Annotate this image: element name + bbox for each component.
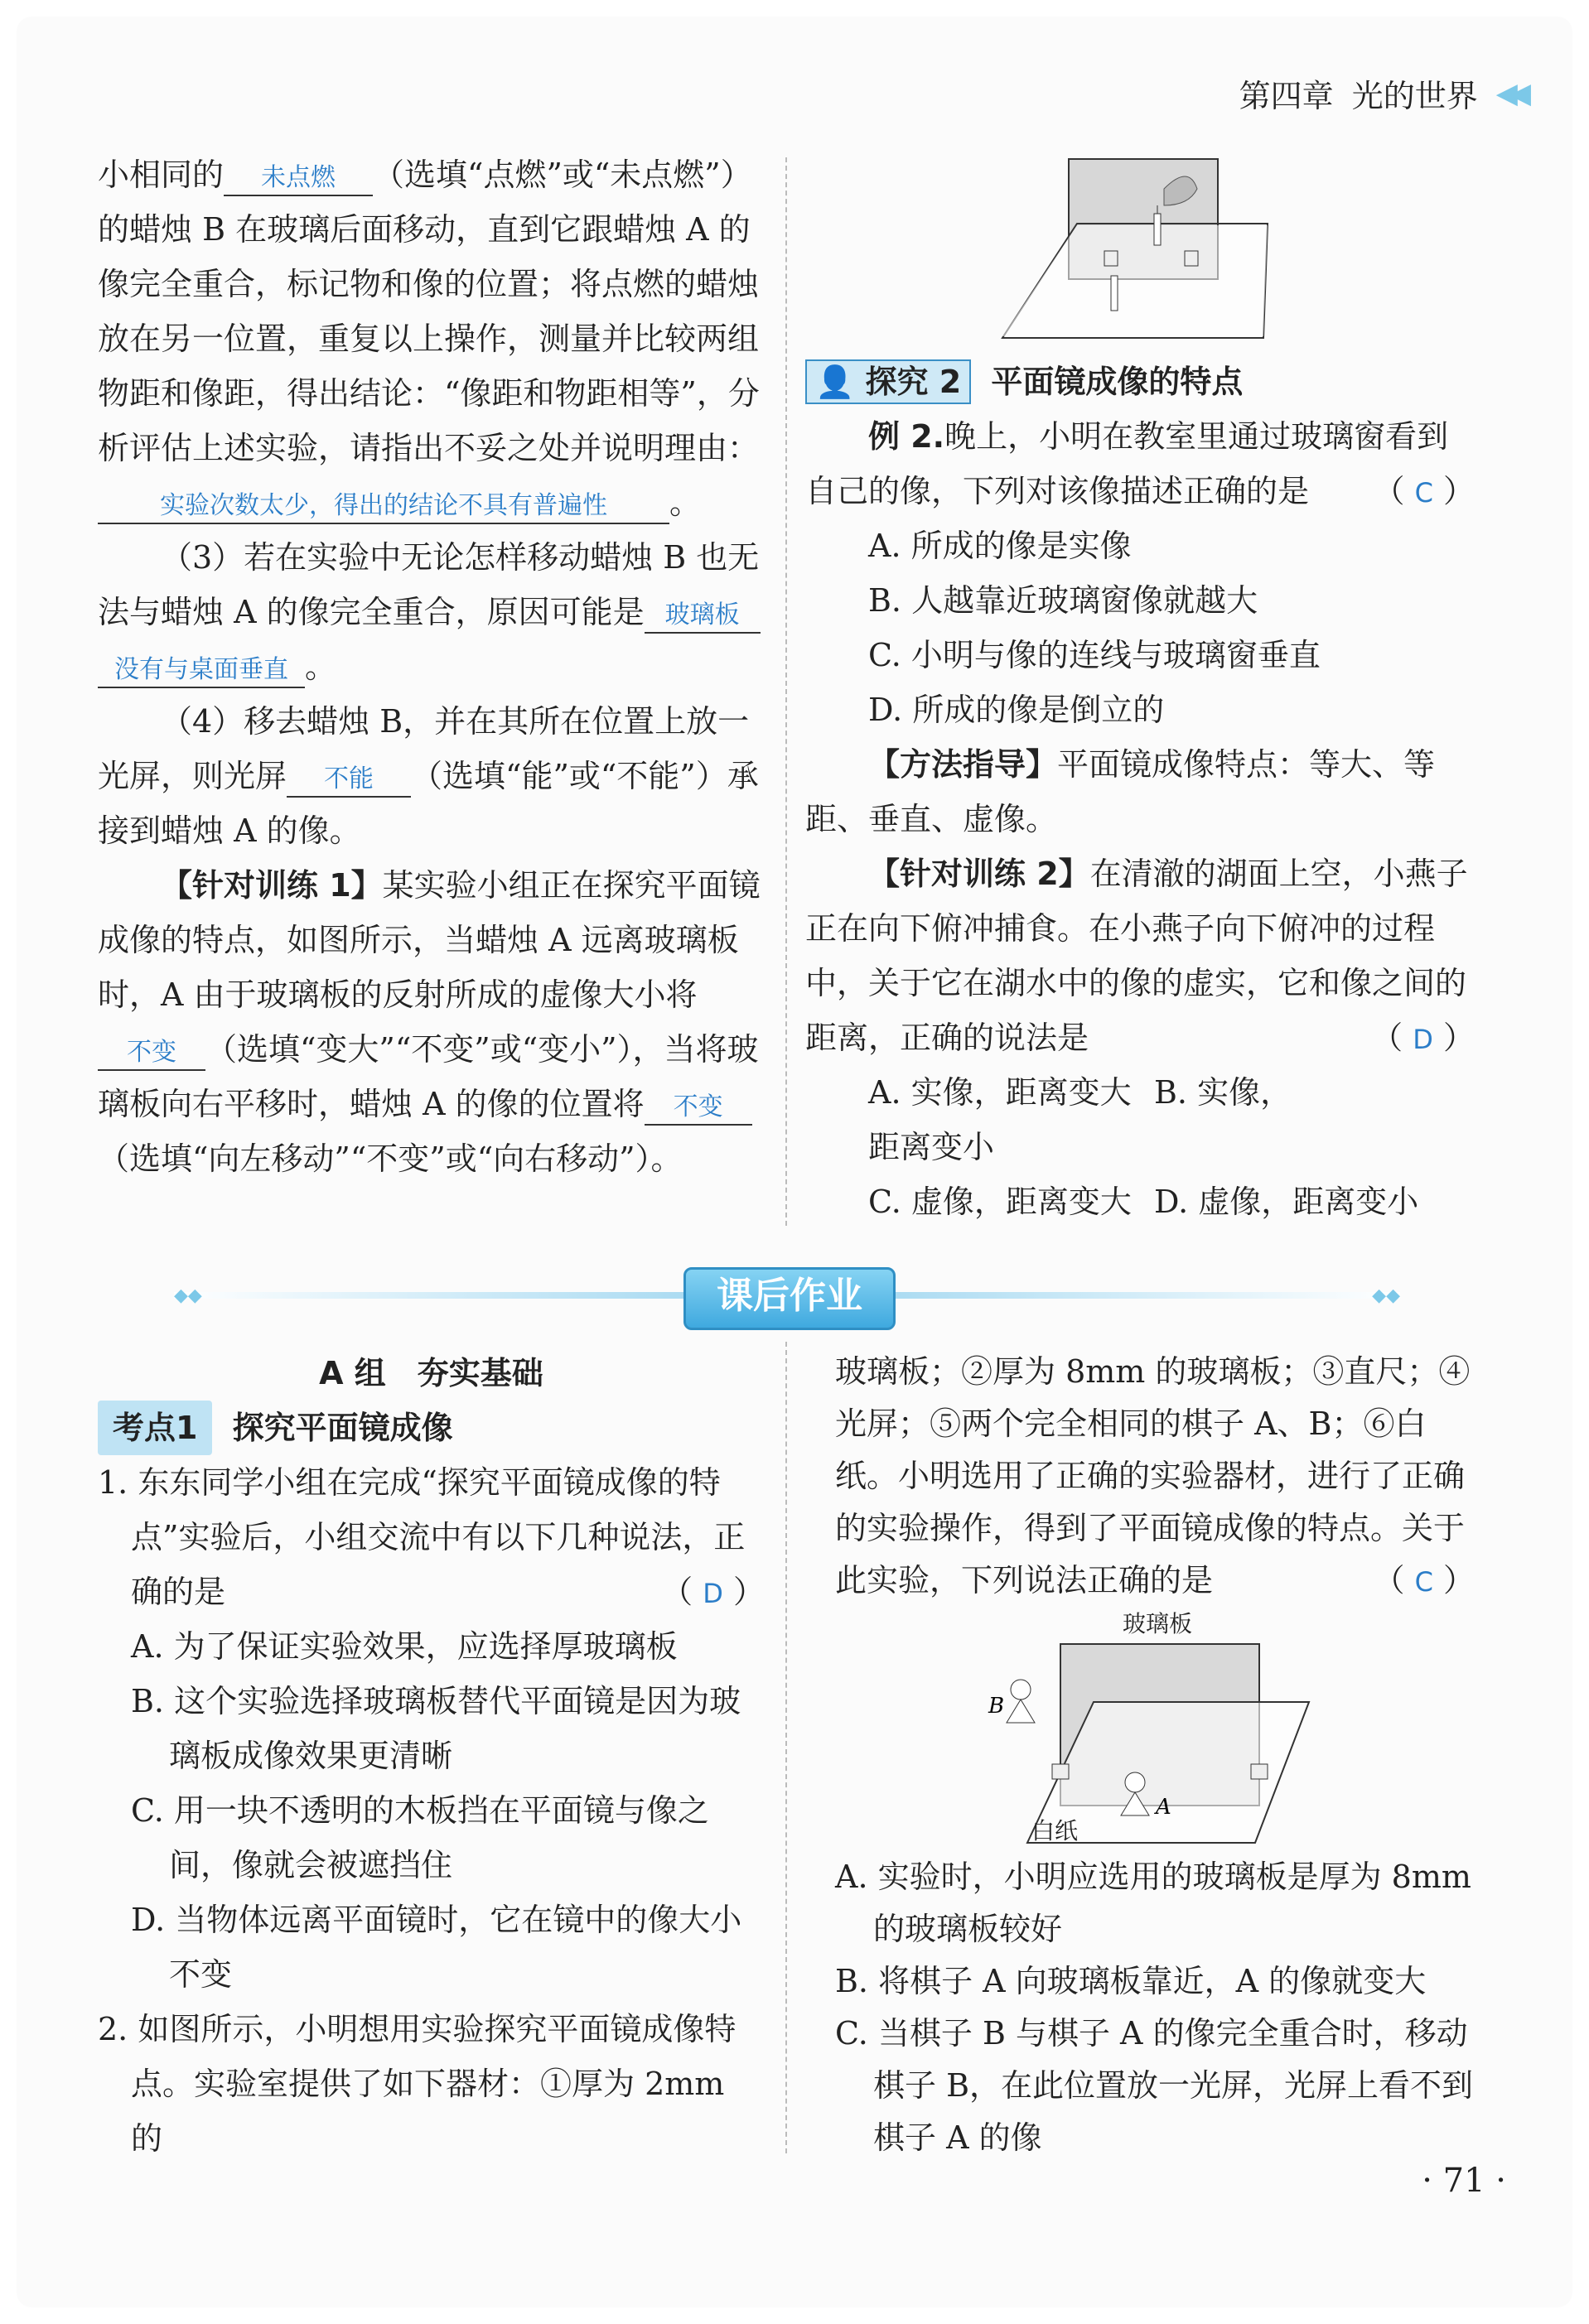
option: B. 人越靠近玻璃窗像就越大 (868, 582, 1258, 619)
option: C. 虚像，距离变大 (868, 1184, 1132, 1220)
banner-title: 课后作业 (683, 1267, 896, 1330)
homework-banner: ◆◆ ◆◆ 课后作业 (174, 1267, 1400, 1325)
option: D. 所成的像是倒立的 (868, 692, 1165, 728)
answer-paren: （ C ） (1373, 473, 1475, 509)
option: B. 将棋子 A 向玻璃板靠近，A 的像就变大 (835, 1963, 1427, 1999)
option: A. 所成的像是实像 (868, 528, 1132, 564)
answer-paren: （ D ） (1371, 1020, 1475, 1056)
column-divider (785, 157, 787, 1226)
answer-paren: （ D ） (661, 1574, 765, 1610)
chess-piece-b (1007, 1700, 1035, 1723)
arrow-icon: ◀◀ (1495, 76, 1523, 110)
candle-experiment-figure (998, 156, 1272, 342)
option: A. 为了保证实验效果，应选择厚玻璃板 (131, 1628, 678, 1665)
group-title: A 组 夯实基础 (319, 1355, 543, 1391)
method-label: 【方法指导】 (868, 746, 1058, 783)
option: A. 实验时，小明应选用的玻璃板是厚为 8mm 的玻璃板较好 (835, 1859, 1471, 1947)
answer-blank: 玻璃板 (645, 599, 761, 634)
answer-blank: 不能 (287, 763, 411, 798)
homework-right-column: 玻璃板；②厚为 8mm 的玻璃板；③直尺；④光屏；⑤两个完全相同的棋子 A、B；⑥白纸。小明选用了正确的实验器材，进行了正确的实验操作，得到了平面镜成像的特点。关于此实验，下列说法正确的是 （ C ） (835, 1346, 1475, 1608)
candle-a (1111, 276, 1118, 311)
knowledge-point-tag: 考点1 (98, 1401, 212, 1455)
chess-experiment-figure (982, 1607, 1330, 1847)
knowledge-point-title: 探究平面镜成像 (232, 1410, 453, 1446)
option: A. 实像，距离变大 (868, 1074, 1132, 1111)
example-label: 例 2. (868, 418, 945, 455)
glass-label: 玻璃板 (1123, 1610, 1193, 1637)
answer-paren: （ C ） (1373, 1562, 1475, 1598)
svg-text:A: A (1156, 1795, 1171, 1820)
question-2: 2. 如图所示，小明想用实验探究平面镜成像特点。实验室提供了如下器材：①厚为 2mm 的 (98, 2011, 737, 2157)
option: C. 小明与像的连线与玻璃窗垂直 (868, 637, 1321, 673)
option: C. 当棋子 B 与棋子 A 的像完全重合时，移动棋子 B，在此位置放一光屏，光屏上看不到棋子 A 的像 (835, 2015, 1474, 2156)
svg-text:B: B (988, 1694, 1005, 1719)
paper-label: 白纸 (1031, 1817, 1079, 1844)
right-column: 👤 探究 2 平面镜成像的特点 例 2.晚上，小明在教室里通过玻璃窗看到自己的像，下列对该像描述正确的是 （ C ） A. 所成的像是实像 B. 人越靠近玻璃窗像就越大 C. 小明与像的连线与玻璃窗垂直 D. 所成的像是倒立的 【方法指导】平面镜成像特点：等大、等距、垂直、虚像。 【针对训练 2】在清澈的湖面上空，小燕子正在向下俯冲捕食。在小燕子向下俯冲的过程中，关于它在湖水中的像的虚实，它和像之间的距离，正确的说法是 （ D ） A. 实像，距离变大 B. 实像，距离变小 C. 虚像，距离变大 D. 虚像，距离变小 (805, 354, 1475, 1229)
chapter-title: 光的世界 (1351, 78, 1478, 114)
section-tag: 👤 探究 2 (805, 359, 971, 404)
homework-left-column: A 组 夯实基础 考点1 探究平面镜成像 1. 东东同学小组在完成“探究平面镜成像的特点”实验后，小组交流中有以下几种说法，正确的是 （ D ） A. 为了保证实验效果，应选择厚玻璃板 B. 这个实验选择玻璃板替代平面镜是因为玻璃板成像效果更清晰 C. 用一块不透明的木板挡在平面镜与像之间，像就会被遮挡住 D. 当物体远离平面镜时，它在镜中的像大小不变 2. 如图所示，小明想用实验探究平面镜成像特点。实验室提供了如下器材：①厚为 2mm 的 (98, 1346, 765, 2166)
page-number: · 71 · (1422, 2162, 1506, 2200)
homework-right-options (835, 1851, 1475, 2164)
answer-blank: 未点燃 (224, 162, 373, 196)
answer-blank: 不变 (645, 1091, 752, 1126)
answer-blank: 不变 (98, 1036, 205, 1071)
section-title: 平面镜成像的特点 (991, 364, 1244, 400)
left-column: 小相同的 未点燃 （选填“点燃”或“未点燃”）的蜡烛 B 在玻璃后面移动，直到它跟蜡烛 A 的像完全重合，标记物和像的位置；将点燃的蜡烛放在另一位置，重复以上操作，测量并比较两组物距和像距，得出结论：“像距和物距相等”，分析评估上述实验，请指出不妥之处并说明理由： 实验次数太少，得出的结论不具有普遍性 。 （3）若在实验中无论怎样移动蜡烛 B 也无法与蜡烛 A 的像完全重合，原因可能是 玻璃板没有与桌面垂直 。 （4）移去蜡烛 B，并在其所在位置上放一光屏，则光屏 不能 （选填“能”或“不能”）承接到蜡烛 A 的像。 【针对训练 1】某实验小组正在探究平面镜成像的特点，如图所示，当蜡烛 A 远离玻璃板时，A 由于玻璃板的反射所成的虚像大小将不变 （选填“变大”“不变”或“变小”），当将玻璃板向右平移时，蜡烛 A 的像的位置将 不变（选填“向左移动”“不变”或“向右移动”）。 (98, 157, 761, 1177)
option: C. 用一块不透明的木板挡在平面镜与像之间，像就会被遮挡住 (131, 1792, 709, 1883)
answer-blank: 没有与桌面垂直 (98, 653, 305, 688)
option: B. 实像，距离变小 (868, 1074, 1292, 1165)
training-label: 【针对训练 2】 (868, 856, 1090, 892)
chapter-number: 第四章 (1239, 78, 1334, 114)
column-divider (785, 1342, 787, 2153)
answer-blank: 实验次数太少，得出的结论不具有普遍性 (98, 489, 669, 524)
candle-b (1154, 214, 1161, 245)
option: B. 这个实验选择玻璃板替代平面镜是因为玻璃板成像效果更清晰 (131, 1683, 741, 1774)
chapter-header (1239, 70, 1523, 116)
training-label: 【针对训练 1】 (161, 867, 383, 904)
option: D. 虚像，距离变小 (1154, 1184, 1419, 1220)
option: D. 当物体远离平面镜时，它在镜中的像大小不变 (131, 1902, 742, 1993)
